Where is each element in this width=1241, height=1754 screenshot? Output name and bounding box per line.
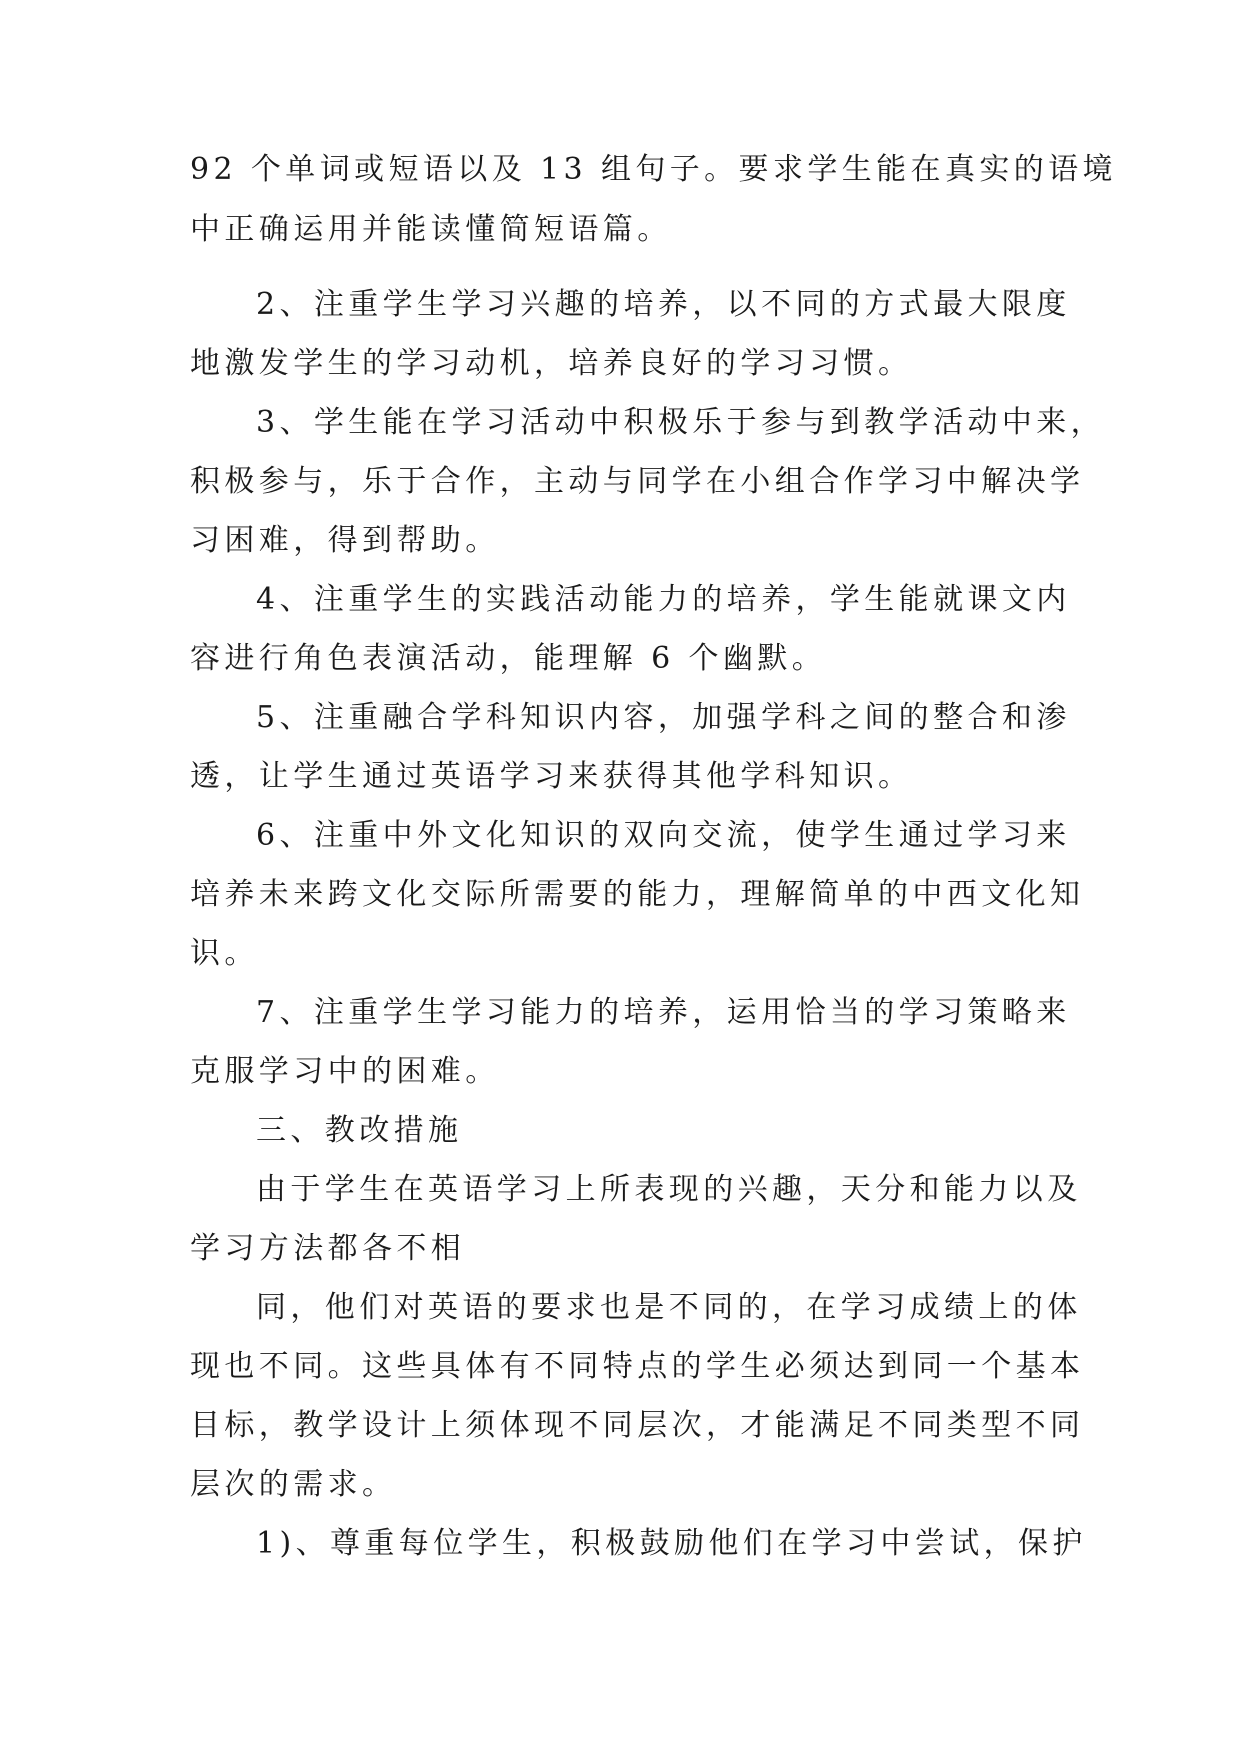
- text-line: 5、注重融合学科知识内容，加强学科之间的整合和渗: [256, 700, 1071, 735]
- text-line: 地激发学生的学习动机，培养良好的学习习惯。: [190, 346, 913, 381]
- text-line: 学习方法都各不相: [190, 1231, 466, 1266]
- section-heading: 三、教改措施: [256, 1113, 463, 1148]
- text-line: 现也不同。这些具体有不同特点的学生必须达到同一个基本: [190, 1349, 1085, 1384]
- text-line: 92 个单词或短语以及 13 组句子。要求学生能在真实的语境: [190, 152, 1117, 187]
- text-line: 3、学生能在学习活动中积极乐于参与到教学活动中来，: [256, 405, 1106, 440]
- text-line: 同，他们对英语的要求也是不同的，在学习成绩上的体: [256, 1290, 1082, 1325]
- text-line: 中正确运用并能读懂简短语篇。: [190, 212, 672, 247]
- text-line: 7、注重学生学习能力的培养，运用恰当的学习策略来: [256, 995, 1071, 1030]
- text-line: 积极参与，乐于合作，主动与同学在小组合作学习中解决学: [190, 464, 1085, 499]
- text-line: 1)、尊重每位学生，积极鼓励他们在学习中尝试，保护: [256, 1526, 1087, 1561]
- text-line: 由于学生在英语学习上所表现的兴趣，天分和能力以及: [256, 1172, 1082, 1207]
- text-line: 培养未来跨文化交际所需要的能力，理解简单的中西文化知: [190, 877, 1085, 912]
- text-line: 透，让学生通过英语学习来获得其他学科知识。: [190, 759, 913, 794]
- text-line: 2、注重学生学习兴趣的培养，以不同的方式最大限度: [256, 287, 1071, 322]
- text-line: 层次的需求。: [190, 1467, 397, 1502]
- text-line: 6、注重中外文化知识的双向交流，使学生通过学习来: [256, 818, 1071, 853]
- text-line: 识。: [190, 936, 259, 971]
- text-line: 克服学习中的困难。: [190, 1054, 500, 1089]
- text-line: 容进行角色表演活动，能理解 6 个幽默。: [190, 641, 827, 676]
- text-line: 习困难，得到帮助。: [190, 523, 500, 558]
- text-line: 4、注重学生的实践活动能力的培养，学生能就课文内: [256, 582, 1071, 617]
- text-line: 目标，教学设计上须体现不同层次，才能满足不同类型不同: [190, 1408, 1085, 1443]
